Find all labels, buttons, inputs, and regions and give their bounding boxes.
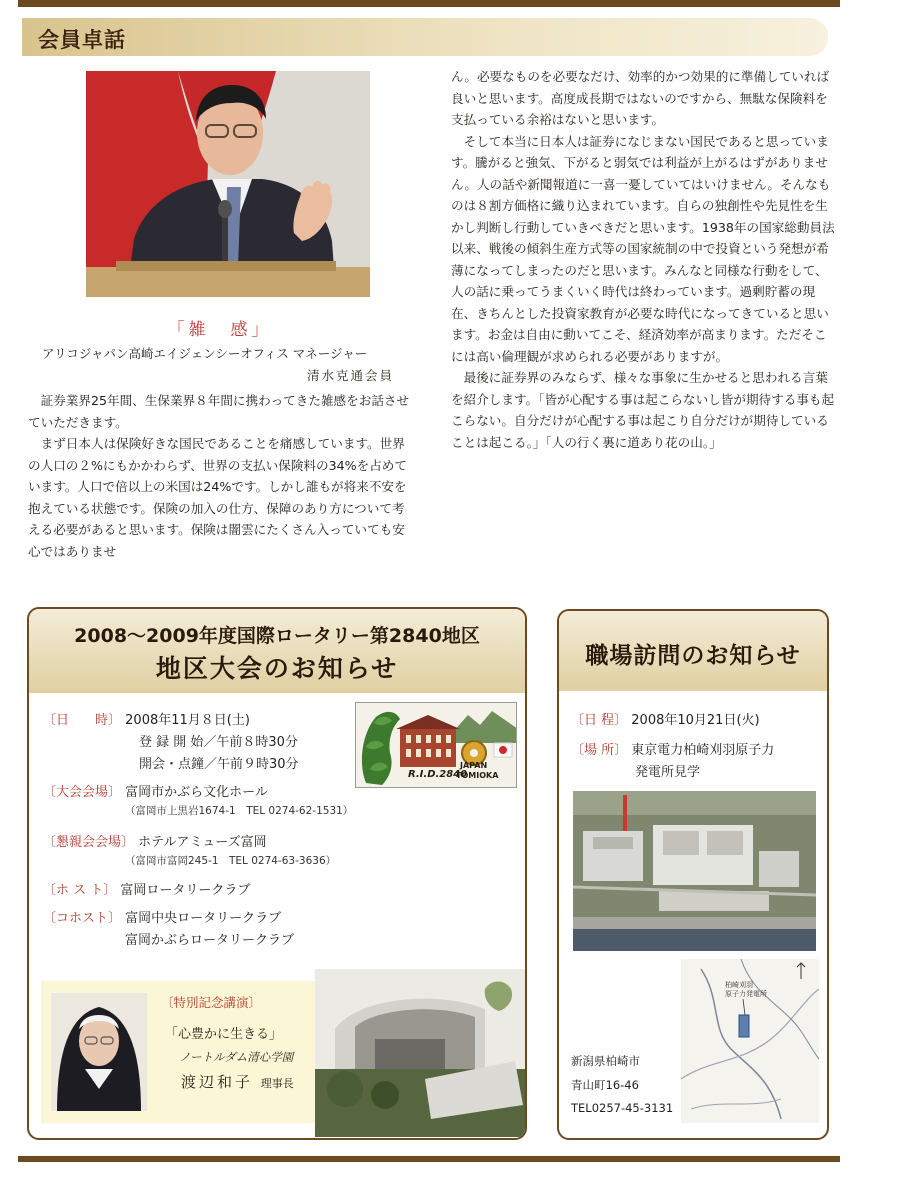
assembly-title-line2: 地区大会のお知らせ bbox=[155, 654, 399, 683]
visit-date: 2008年10月21日(火) bbox=[631, 713, 760, 728]
culture-hall-photo bbox=[315, 969, 525, 1137]
venue-row bbox=[43, 781, 268, 800]
opening-time: 開会・点鐘／午前９時30分 bbox=[139, 757, 299, 772]
assembly-title-line1: 2008〜2009年度国際ロータリー第2840地区 bbox=[74, 625, 480, 647]
party-venue-label: 〔懇親会会場〕 bbox=[43, 835, 135, 850]
lecture-label: 〔特別記念講演〕 bbox=[161, 995, 262, 1010]
host-club: 富岡ロータリークラブ bbox=[120, 883, 251, 898]
workplace-visit-notice bbox=[557, 609, 829, 1140]
party-venue-address: （富岡市富岡245-1 TEL 0274-63-3636） bbox=[125, 855, 337, 867]
host-label: 〔ホ ス ト〕 bbox=[43, 883, 117, 898]
bottom-rule bbox=[18, 1156, 840, 1162]
visit-date-row bbox=[571, 709, 760, 728]
assembly-header bbox=[29, 609, 525, 693]
assembly-date: 2008年11月８日(土) bbox=[125, 713, 250, 728]
registration-time: 登 録 開 始／午前８時30分 bbox=[139, 735, 298, 750]
essay-title: 「雑 感」 bbox=[167, 320, 273, 340]
visit-address-line2: 青山町16-46 bbox=[571, 1078, 639, 1092]
power-plant-photo bbox=[573, 791, 816, 951]
date-label: 〔日 時〕 bbox=[43, 713, 122, 728]
lecturer-photo bbox=[51, 993, 147, 1111]
logo-tomioka-text: TOMIOKA bbox=[456, 771, 499, 780]
lecture-panel bbox=[41, 981, 315, 1123]
lecturer-name-line bbox=[181, 1071, 294, 1092]
visit-date-label: 〔日 程〕 bbox=[571, 713, 628, 728]
host-row bbox=[43, 879, 250, 898]
essay-paragraph: 最後に証券界のみならず、様々な事象に生かせると思われる言葉を紹介します。「皆が心配する事は起こらないし皆が期待する事も起こらない。自分だけが心配する事は起こり自分だけが期待していることは起こる。」「人の行く裏に道あり花の山。」 bbox=[451, 370, 835, 450]
lecture-title: 「心豊かに生きる」 bbox=[165, 1027, 283, 1042]
map-label-line2: 原子力発電所 bbox=[725, 990, 767, 998]
essay-paragraph: まず日本人は保険好きな国民であることを痛感しています。世界の人口の２%にもかかわらず、世界の支払い保険料の34%を占めています。人口で倍以上の米国は24%です。しかし誰もが将来不安を抱えている状態です。保険の加入の仕方、保障のあり方について考える必要があると思います。保険は闇雲にたくさん入っていても安心ではありませ bbox=[28, 436, 407, 559]
visit-address-line1: 新潟県柏崎市 bbox=[571, 1054, 640, 1068]
visit-header bbox=[559, 611, 827, 691]
district-logo bbox=[355, 702, 517, 788]
essay-right-column bbox=[451, 66, 837, 453]
lecturer-role: 理事長 bbox=[260, 1077, 294, 1090]
venue-label: 〔大会会場〕 bbox=[43, 785, 122, 800]
essay-left-column bbox=[28, 390, 414, 562]
map-label-line1: 柏崎刈羽 bbox=[725, 981, 753, 989]
district-assembly-notice bbox=[27, 607, 527, 1140]
venue-address: （富岡市上黒岩1674-1 TEL 0274-62-1531） bbox=[125, 805, 354, 817]
visit-place-label: 〔場 所〕 bbox=[571, 743, 628, 758]
section-header bbox=[22, 18, 828, 56]
visit-place-line2: 発電所見学 bbox=[635, 765, 701, 780]
cohost-club-1: 富岡中央ロータリークラブ bbox=[125, 911, 282, 926]
section-title: 会員卓話 bbox=[38, 28, 126, 52]
visit-phone: TEL0257-45-3131 bbox=[571, 1101, 674, 1115]
speaker-photo bbox=[86, 71, 370, 297]
logo-japan-text: JAPAN bbox=[460, 761, 488, 770]
party-venue-row bbox=[43, 831, 267, 850]
cohost-label: 〔コホスト〕 bbox=[43, 911, 122, 926]
visit-place-line1: 東京電力柏崎刈羽原子力 bbox=[631, 743, 775, 758]
party-venue-name: ホテルアミューズ富岡 bbox=[138, 835, 267, 850]
visit-place-row bbox=[571, 739, 774, 758]
speaker-name: 清水克通会員 bbox=[306, 368, 394, 383]
speaker-organization: アリコジャパン高崎エイジェンシーオフィス マネージャー bbox=[42, 346, 368, 361]
location-map bbox=[681, 959, 819, 1123]
top-rule bbox=[18, 0, 840, 7]
lecturer-organization: ノートルダム清心学園 bbox=[179, 1050, 294, 1064]
visit-title: 職場訪問のお知らせ bbox=[585, 643, 801, 669]
logo-district-text: R.I.D.2840 bbox=[408, 769, 468, 780]
date-row bbox=[43, 709, 250, 728]
essay-paragraph: 証券業界25年間、生保業界８年間に携わってきた雑感をお話させていただきます。 bbox=[28, 393, 410, 430]
cohost-row bbox=[43, 907, 281, 926]
cohost-club-2: 富岡かぶらロータリークラブ bbox=[125, 933, 295, 948]
lecturer-name: 渡辺和子 bbox=[181, 1073, 254, 1091]
essay-paragraph: ん。必要なものを必要なだけ、効率的かつ効果的に準備していれば良いと思います。高度成長期ではないのですから、無駄な保険料を支払っている余裕はないと思います。 bbox=[451, 69, 830, 127]
essay-paragraph: そして本当に日本人は証券になじまない国民であると思っています。騰がると強気、下がると弱気では利益が上がるはずがありません。人の話や新聞報道に一喜一憂していてはいけません。そんなものは８割方価格に織り込まれています。自らの独創性や先見性を生かし判断し行動していきべきだと思います。1938年の国家総動員法以来、戦後の傾斜生産方式等の国家統制の中で投資という発想が希薄になってしまったのだと思います。みんなと同様な行動をして、人の話に乗ってうまくいく時代は終わっています。過剰貯蓄の現在、きちんとした投資家教育が必要な時代になってきていると思います。お金は自由に動いてこそ、経済効率が高まります。ただそこには高い倫理観が求められる必要がありますが。 bbox=[451, 133, 835, 364]
map-label bbox=[725, 981, 767, 999]
venue-name: 富岡市かぶら文化ホール bbox=[125, 785, 268, 800]
